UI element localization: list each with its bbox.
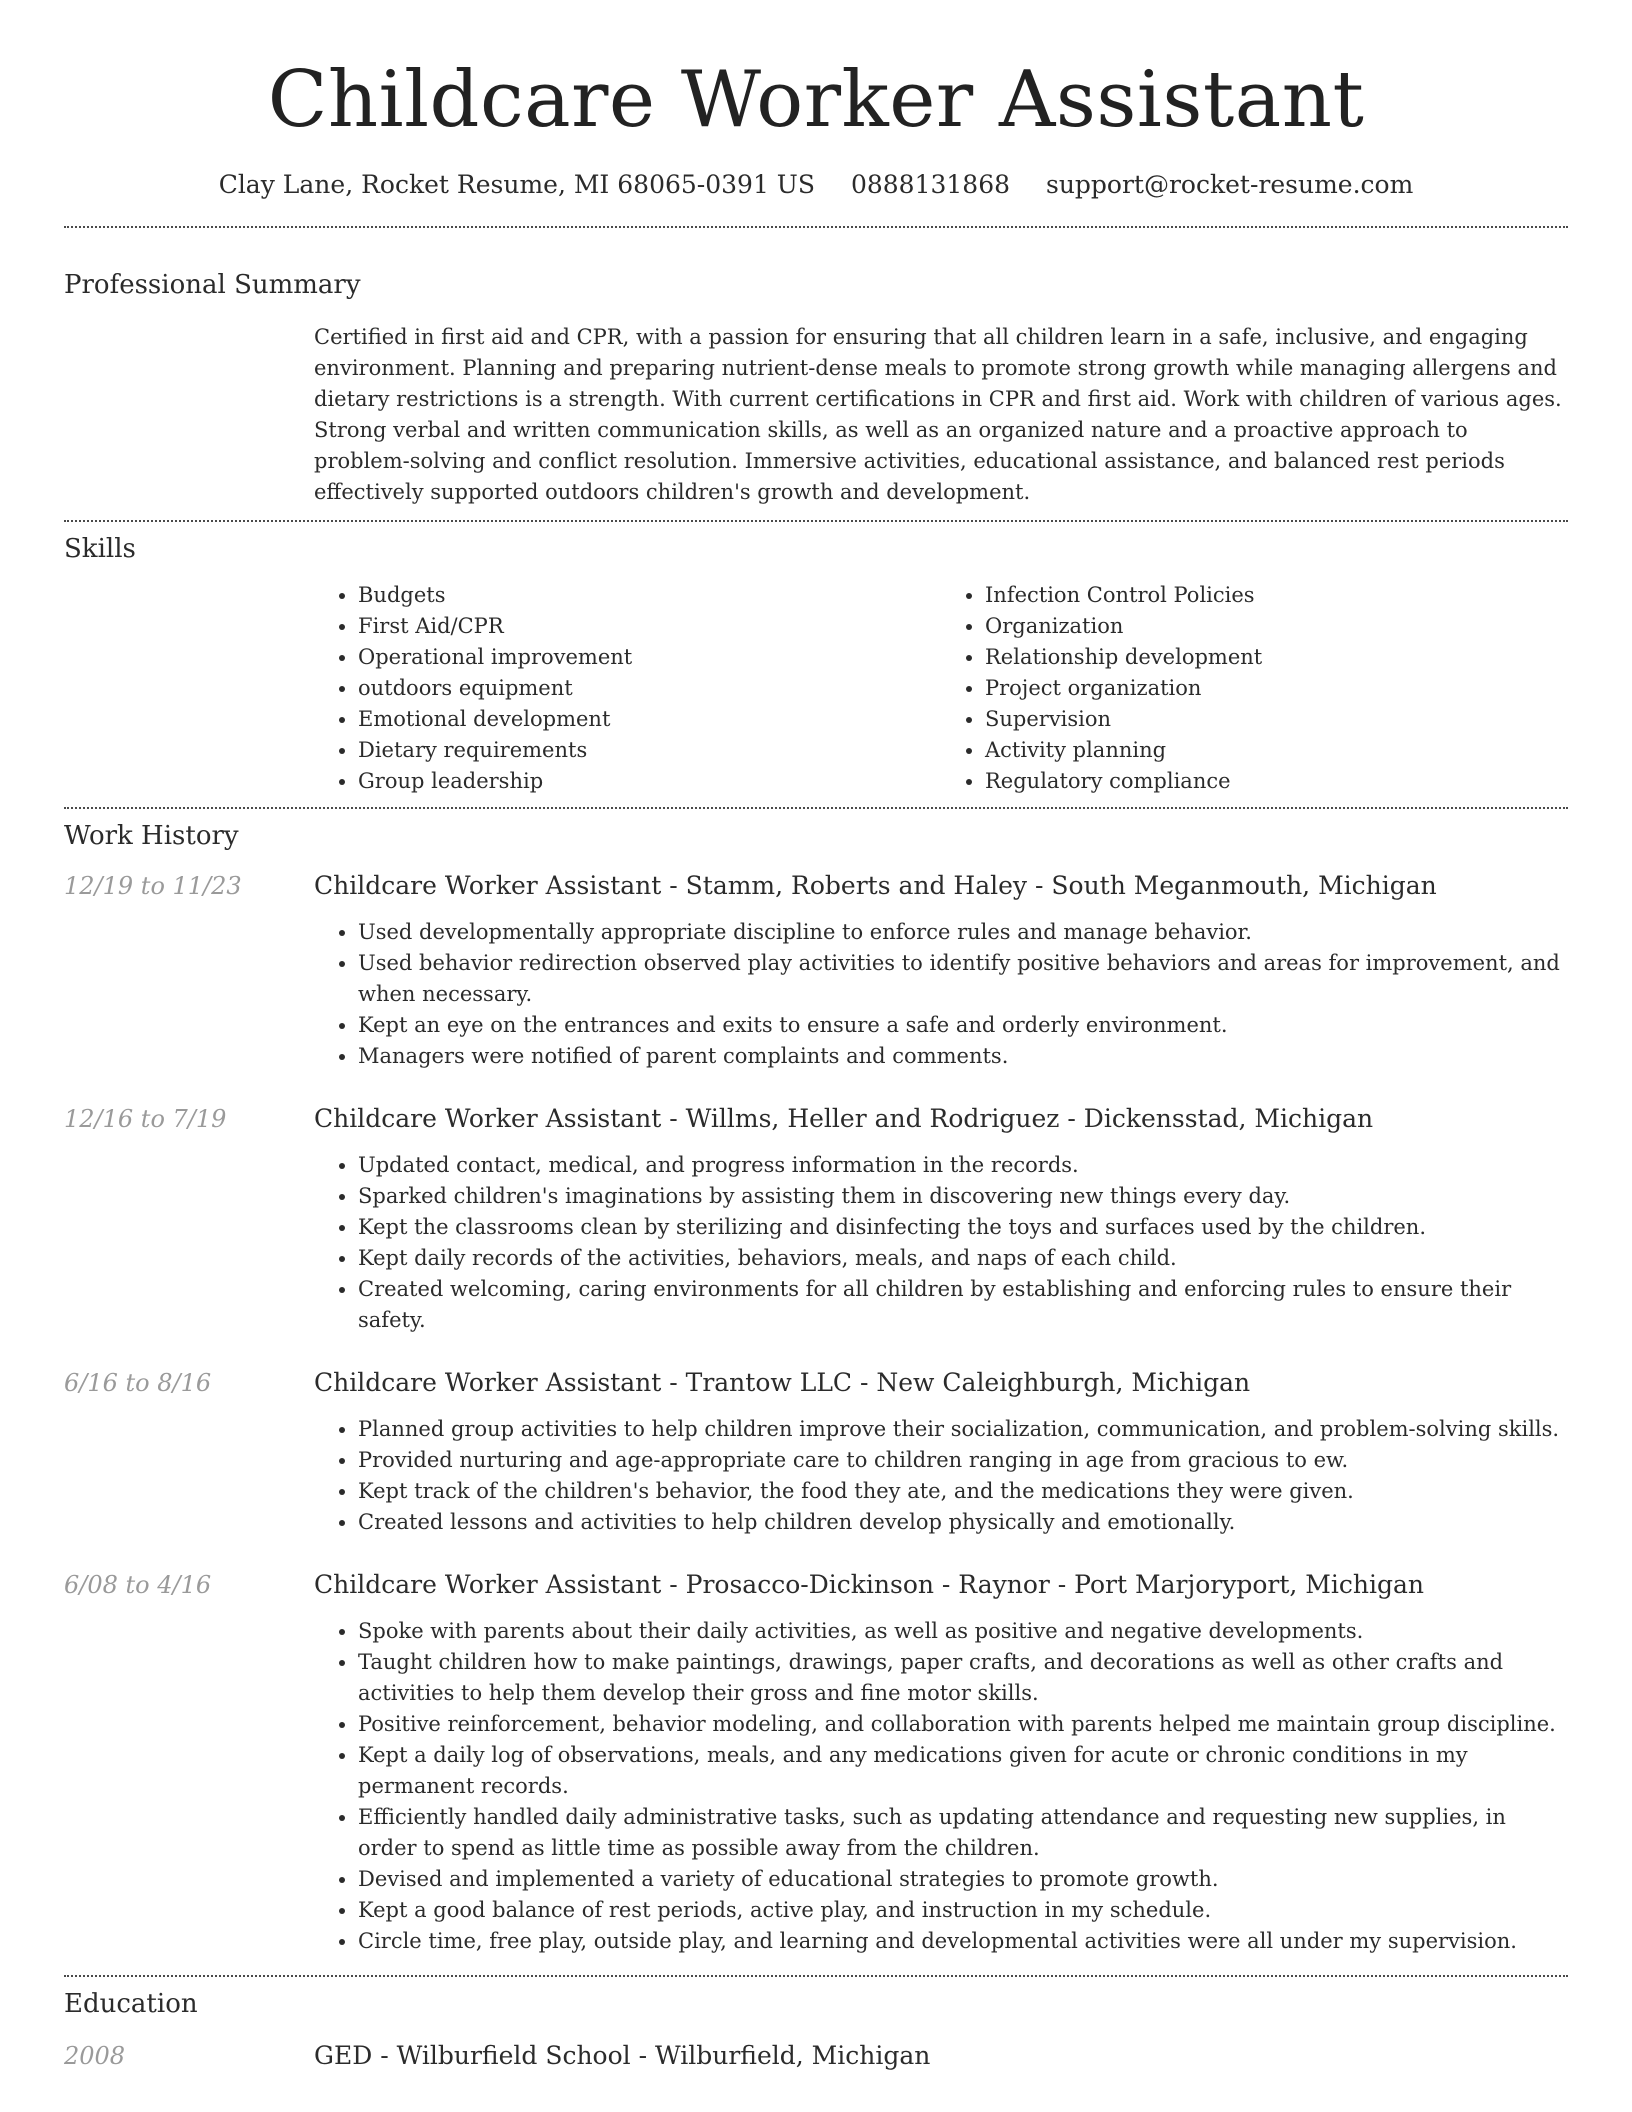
contact-phone: 0888131868 — [850, 170, 1011, 199]
job-date: 6/08 to 4/16 — [64, 1571, 212, 1599]
job-title: Childcare Worker Assistant - Trantow LLC - New Caleighburgh, Michigan — [314, 1368, 1251, 1397]
job-bullet: • Sparked children's imaginations by assisting them in discovering new things every day. — [358, 1181, 1568, 1212]
job-date: 12/16 to 7/19 — [64, 1105, 227, 1133]
job-bullets — [314, 917, 1568, 1072]
job-body — [314, 1568, 1568, 1957]
job-bullet: • Updated contact, medical, and progress information in the records. — [358, 1150, 1568, 1181]
skill-item: • Supervision — [985, 704, 1568, 735]
job-bullet: • Kept a good balance of rest periods, active play, and instruction in my schedule. — [358, 1895, 1568, 1926]
job-title: Childcare Worker Assistant - Willms, Heller and Rodriguez - Dickensstad, Michigan — [314, 1104, 1374, 1133]
education-date: 2008 — [64, 2042, 126, 2070]
job-bullet: • Positive reinforcement, behavior modeling, and collaboration with parents helped me maintain group discipline. — [358, 1709, 1568, 1740]
resume-header — [64, 0, 1568, 202]
professional-summary-section — [64, 228, 1568, 520]
job-bullet: • Spoke with parents about their daily activities, as well as positive and negative developments. — [358, 1616, 1568, 1647]
job-entry — [64, 869, 1568, 1072]
job-bullet: • Kept the classrooms clean by sterilizing and disinfecting the toys and surfaces used by the children. — [358, 1212, 1568, 1243]
job-title: Childcare Worker Assistant - Prosacco-Dickinson - Raynor - Port Marjoryport, Michigan — [314, 1570, 1424, 1599]
job-bullet: • Used behavior redirection observed play activities to identify positive behaviors and areas for improvement, and when necessary. — [358, 948, 1568, 1010]
skill-item: • outdoors equipment — [358, 673, 941, 704]
skill-item: • Budgets — [358, 580, 941, 611]
job-body — [314, 1102, 1568, 1336]
education-entry — [64, 2039, 1568, 2073]
job-bullets — [314, 1616, 1568, 1957]
job-bullet: • Used developmentally appropriate discipline to enforce rules and manage behavior. — [358, 917, 1568, 948]
contact-line — [64, 168, 1568, 202]
job-bullet: • Kept a daily log of observations, meals, and any medications given for acute or chronic conditions in my permanent records. — [358, 1740, 1568, 1802]
education-body — [314, 2039, 1568, 2073]
summary-text: Certified in first aid and CPR, with a passion for ensuring that all children learn in a safe, inclusive, and engaging environment. Planning and preparing nutrient-dense meals to promote strong growth while managing allergens and dietary restrictions is a strength. With current certifications in CPR and first aid. Work with children of various ages. Strong verbal and written communication skills, as well as an organized nature and a proactive approach to problem-solving and conflict resolution. Immersive activities, educational assistance, and balanced rest periods effectively supported outdoors children's growth and development. — [314, 325, 1562, 504]
skills-section — [64, 522, 1568, 807]
skills-grid — [314, 580, 1568, 797]
job-entry — [64, 1366, 1568, 1538]
job-bullet: • Kept track of the children's behavior, the food they ate, and the medications they were given. — [358, 1476, 1568, 1507]
skills-list-left — [314, 580, 941, 797]
job-body — [314, 1366, 1568, 1538]
job-bullet: • Devised and implemented a variety of educational strategies to promote growth. — [358, 1864, 1568, 1895]
education-section — [64, 1977, 1568, 2073]
skill-item: • Activity planning — [985, 735, 1568, 766]
section-title-skills: Skills — [64, 534, 136, 564]
skill-item: • Regulatory compliance — [985, 766, 1568, 797]
job-bullet: • Provided nurturing and age-appropriate care to children ranging in age from gracious to ew. — [358, 1445, 1568, 1476]
skill-item: • First Aid/CPR — [358, 611, 941, 642]
job-bullet: • Kept an eye on the entrances and exits to ensure a safe and orderly environment. — [358, 1010, 1568, 1041]
work-history-section — [64, 809, 1568, 1975]
job-bullet: • Created lessons and activities to help children develop physically and emotionally. — [358, 1507, 1568, 1538]
job-bullets — [314, 1150, 1568, 1336]
job-entry — [64, 1102, 1568, 1336]
candidate-name: Childcare Worker Assistant — [267, 55, 1365, 145]
skill-item: • Organization — [985, 611, 1568, 642]
job-body — [314, 869, 1568, 1072]
skill-item: • Group leadership — [358, 766, 941, 797]
job-date: 6/16 to 8/16 — [64, 1369, 212, 1397]
skill-item: • Operational improvement — [358, 642, 941, 673]
job-bullet: • Taught children how to make paintings, drawings, paper crafts, and decorations as well as other crafts and activities to help them develop their gross and fine motor skills. — [358, 1647, 1568, 1709]
section-title-education: Education — [64, 1989, 198, 2019]
job-bullets — [314, 1414, 1568, 1538]
job-bullet: • Circle time, free play, outside play, and learning and developmental activities were all under my supervision. — [358, 1926, 1568, 1957]
job-bullet: • Planned group activities to help children improve their socialization, communication, and problem-solving skills. — [358, 1414, 1568, 1445]
job-entry — [64, 1568, 1568, 1957]
job-bullet: • Kept daily records of the activities, behaviors, meals, and naps of each child. — [358, 1243, 1568, 1274]
contact-address: Clay Lane, Rocket Resume, MI 68065-0391 US — [218, 170, 816, 199]
section-title-work: Work History — [64, 821, 239, 851]
education-title: GED - Wilburfield School - Wilburfield, Michigan — [314, 2041, 931, 2070]
skill-item: • Project organization — [985, 673, 1568, 704]
skill-item: • Emotional development — [358, 704, 941, 735]
skill-item: • Dietary requirements — [358, 735, 941, 766]
skill-item: • Infection Control Policies — [985, 580, 1568, 611]
job-bullet: • Created welcoming, caring environments for all children by establishing and enforcing rules to ensure their safety. — [358, 1274, 1568, 1336]
contact-email: support@rocket-resume.com — [1045, 170, 1414, 199]
section-title-summary: Professional Summary — [64, 270, 361, 300]
job-date: 12/19 to 11/23 — [64, 872, 242, 900]
job-bullet: • Managers were notified of parent complaints and comments. — [358, 1041, 1568, 1072]
job-bullet: • Efficiently handled daily administrative tasks, such as updating attendance and requesting new supplies, in order to spend as little time as possible away from the children. — [358, 1802, 1568, 1864]
skills-list-right — [941, 580, 1568, 797]
job-title: Childcare Worker Assistant - Stamm, Roberts and Haley - South Meganmouth, Michigan — [314, 871, 1437, 900]
skill-item: • Relationship development — [985, 642, 1568, 673]
